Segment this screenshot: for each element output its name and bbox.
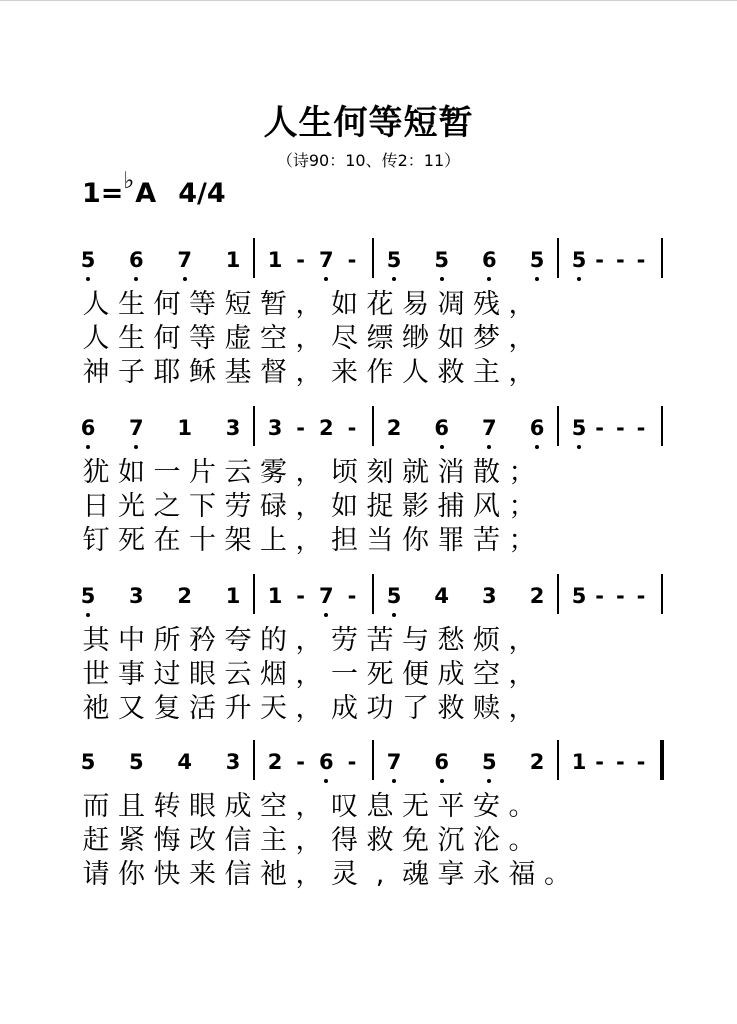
barline: [372, 238, 374, 278]
lyric-char: 沉: [437, 825, 465, 856]
lyric-line: [0, 289, 737, 321]
lyric-char: 顷: [331, 457, 358, 488]
extension-dash: -: [595, 750, 605, 774]
note: 4: [434, 584, 449, 608]
barline: [253, 574, 255, 614]
lyric-char: 捕: [437, 491, 465, 522]
lyric-char: 得: [331, 825, 358, 856]
lyric-char: ；: [508, 525, 536, 556]
key-prefix: 1=: [82, 178, 124, 209]
lyric-char: 且: [118, 791, 145, 822]
note: 3: [482, 584, 497, 608]
lower-octave-dot: [487, 779, 491, 783]
barline: [557, 574, 559, 614]
lyric-char: 犹: [82, 457, 110, 488]
lyric-char: ，: [295, 625, 323, 656]
note: 1: [177, 416, 192, 440]
lyric-char: 风: [473, 491, 500, 522]
note: 1: [267, 584, 283, 608]
lyric-char: 祂: [82, 693, 110, 724]
extension-dash: -: [595, 248, 605, 272]
lower-octave-dot: [134, 277, 138, 281]
lyric-char: ，: [508, 693, 536, 724]
lyric-char: 免: [402, 825, 429, 856]
extension-dash: -: [615, 248, 625, 272]
lyric-char: 劳: [331, 625, 358, 656]
lyric-char: ，: [508, 323, 536, 354]
lower-octave-dot: [86, 277, 90, 281]
lyric-char: 如: [331, 491, 358, 522]
lower-octave-dot: [440, 277, 444, 281]
lyric-char: 转: [153, 791, 181, 822]
lyric-char: 稣: [189, 357, 216, 388]
lower-octave-dot: [86, 613, 90, 617]
lyric-char: 改: [189, 825, 216, 856]
notation-row: [0, 238, 737, 286]
lyric-line: [0, 659, 737, 691]
lyric-char: 钉: [82, 525, 110, 556]
note: 2: [267, 750, 283, 774]
extension-dash: -: [595, 416, 605, 440]
lyric-char: 功: [366, 693, 394, 724]
lyric-char: 烦: [473, 625, 500, 656]
lyric-char: 福: [508, 859, 536, 890]
lyric-char: 如: [331, 289, 358, 320]
barline: [372, 574, 374, 614]
note: 6: [75, 414, 101, 442]
lyric-char: 矜: [189, 625, 216, 656]
lyric-char: ，: [295, 289, 323, 320]
lyric-char: 空: [260, 323, 287, 354]
lyric-char: 人: [402, 357, 429, 388]
lyric-char: 来: [189, 859, 216, 890]
lyric-char: 请: [82, 859, 110, 890]
note: 5: [75, 582, 101, 610]
note: 6: [123, 246, 149, 274]
note: 5: [524, 246, 550, 274]
lyric-char: 刻: [366, 457, 394, 488]
lyric-char: 主: [260, 825, 287, 856]
lyric-char: 暂: [260, 289, 287, 320]
lyric-char: 。: [544, 859, 571, 890]
lower-octave-dot: [577, 445, 581, 449]
extension-dash: -: [296, 750, 306, 774]
lyric-char: 何: [153, 323, 181, 354]
lyric-char: 了: [402, 693, 429, 724]
lyric-char: 息: [366, 791, 394, 822]
lyric-char: 十: [189, 525, 216, 556]
extension-dash: -: [296, 416, 306, 440]
note: 5: [75, 246, 101, 274]
extension-dash: -: [636, 750, 646, 774]
lyric-char: 赎: [473, 693, 500, 724]
lyric-char: 生: [118, 289, 145, 320]
note: 5: [476, 748, 502, 776]
lyric-char: 死: [118, 525, 145, 556]
time-signature: 4/4: [178, 178, 226, 209]
lyric-char: ，: [508, 357, 536, 388]
lyric-char: 尽: [331, 323, 358, 354]
lyric-char: 担: [331, 525, 358, 556]
lyric-char: ，: [295, 693, 323, 724]
lyric-char: 在: [153, 525, 181, 556]
barline: [372, 740, 374, 780]
barline: [557, 238, 559, 278]
notation-row: [0, 406, 737, 454]
lyric-char: 成: [331, 693, 358, 724]
lyric-char: 劳: [224, 491, 252, 522]
note: 3: [129, 584, 144, 608]
lyric-char: ,: [375, 859, 385, 890]
lower-octave-dot: [392, 277, 396, 281]
lyric-char: 主: [473, 357, 500, 388]
lower-octave-dot: [324, 779, 328, 783]
note: 6: [476, 246, 502, 274]
lower-octave-dot: [577, 277, 581, 281]
lyric-char: ，: [295, 491, 323, 522]
lyric-char: 救: [366, 825, 394, 856]
lyric-char: 救: [437, 357, 465, 388]
lyric-char: 所: [153, 625, 181, 656]
note: 2: [319, 416, 334, 440]
note: 7: [476, 414, 502, 442]
lower-octave-dot: [183, 277, 187, 281]
lyric-char: 云: [224, 457, 252, 488]
note: 1: [571, 750, 587, 774]
lyric-char: 烟: [260, 659, 287, 690]
lyric-char: 之: [153, 491, 181, 522]
lyric-char: 祂: [260, 859, 287, 890]
note: 5: [80, 750, 96, 774]
lyric-char: ；: [508, 491, 536, 522]
lyric-char: 就: [402, 457, 429, 488]
lyric-char: 如: [118, 457, 145, 488]
note: 3: [225, 750, 241, 774]
lyric-char: 人: [82, 323, 110, 354]
lyric-char: 罪: [437, 525, 465, 556]
note: 5: [381, 246, 407, 274]
note: 1: [225, 248, 241, 272]
barline: [557, 740, 559, 780]
lower-octave-dot: [134, 445, 138, 449]
barline: [253, 406, 255, 446]
lyric-char: 缈: [402, 323, 429, 354]
lower-octave-dot: [392, 613, 396, 617]
extension-dash: -: [595, 584, 605, 608]
lyric-char: 信: [224, 825, 252, 856]
extension-dash: -: [296, 584, 306, 608]
lyric-char: 过: [153, 659, 181, 690]
lower-octave-dot: [535, 445, 539, 449]
lyric-char: 与: [402, 625, 429, 656]
lyric-char: 你: [402, 525, 429, 556]
lyric-char: 人: [82, 289, 110, 320]
lower-octave-dot: [440, 445, 444, 449]
barline: [661, 406, 663, 446]
barline: [557, 406, 559, 446]
lyric-line: [0, 491, 737, 523]
lyric-char: 又: [118, 693, 145, 724]
lyric-char: 魂: [402, 859, 429, 890]
lyric-char: 夸: [224, 625, 252, 656]
note: 6: [429, 414, 455, 442]
note: 5: [129, 750, 144, 774]
lyric-char: 紧: [118, 825, 145, 856]
lower-octave-dot: [440, 779, 444, 783]
note: 7: [313, 246, 339, 274]
lyric-char: 你: [118, 859, 145, 890]
barline: [372, 406, 374, 446]
lyric-char: ，: [295, 525, 323, 556]
lyric-char: 缥: [366, 323, 394, 354]
lyric-char: 而: [82, 791, 110, 822]
lyric-char: 的: [260, 625, 287, 656]
lyric-char: 雾: [260, 457, 287, 488]
lyric-char: 残: [473, 289, 500, 320]
lyric-char: 复: [153, 693, 181, 724]
note: 3: [225, 416, 241, 440]
lower-octave-dot: [535, 277, 539, 281]
notation-row: [0, 574, 737, 622]
extension-dash: -: [615, 416, 625, 440]
note: 5: [571, 584, 587, 608]
lyric-char: 救: [437, 693, 465, 724]
lyric-char: 便: [402, 659, 429, 690]
lyric-char: 云: [224, 659, 252, 690]
flat-sign: ♭: [123, 168, 135, 194]
lyric-char: 散: [473, 457, 500, 488]
lyric-char: ，: [295, 323, 323, 354]
lyric-char: ，: [508, 625, 536, 656]
lyric-char: 何: [153, 289, 181, 320]
lyric-line: [0, 625, 737, 657]
note: 5: [566, 246, 592, 274]
extension-dash: -: [615, 750, 625, 774]
lyric-char: 架: [224, 525, 252, 556]
lyric-line: [0, 457, 737, 489]
extension-dash: -: [615, 584, 625, 608]
lyric-char: 空: [260, 791, 287, 822]
lyric-char: 赶: [82, 825, 110, 856]
lyric-char: 上: [260, 525, 287, 556]
extension-dash: -: [347, 416, 357, 440]
note: 5: [381, 582, 407, 610]
notation-row: [0, 740, 737, 788]
lyric-line: [0, 791, 737, 823]
lyric-char: ，: [508, 289, 536, 320]
top-rule: [0, 0, 737, 1]
lower-octave-dot: [487, 445, 491, 449]
lyric-char: 事: [118, 659, 145, 690]
lyric-char: ，: [295, 457, 323, 488]
note: 7: [123, 414, 149, 442]
lyric-char: 基: [224, 357, 252, 388]
lyric-char: 日: [82, 491, 110, 522]
lyric-char: 捉: [366, 491, 394, 522]
lyric-char: 永: [473, 859, 500, 890]
note: 7: [172, 246, 198, 274]
lyric-char: 虚: [224, 323, 252, 354]
lyric-char: 成: [437, 659, 465, 690]
lyric-char: 等: [189, 323, 216, 354]
lyric-char: 一: [331, 659, 358, 690]
lyric-line: [0, 825, 737, 857]
lyric-char: 碌: [260, 491, 287, 522]
lyric-line: [0, 323, 737, 355]
lyric-char: 苦: [473, 525, 500, 556]
extension-dash: -: [347, 248, 357, 272]
lyric-char: 神: [82, 357, 110, 388]
extension-dash: -: [347, 750, 357, 774]
lower-octave-dot: [392, 779, 396, 783]
extension-dash: -: [636, 248, 646, 272]
lyric-char: 影: [402, 491, 429, 522]
note: 4: [177, 750, 192, 774]
lyric-char: ，: [295, 791, 323, 822]
lyric-char: 快: [153, 859, 181, 890]
lyric-char: 世: [82, 659, 110, 690]
lyric-char: ；: [508, 457, 536, 488]
lyric-char: 。: [508, 825, 536, 856]
lower-octave-dot: [324, 277, 328, 281]
barline: [661, 238, 663, 278]
lyric-char: 活: [189, 693, 216, 724]
lyric-char: 耶: [153, 357, 181, 388]
lyric-char: 督: [260, 357, 287, 388]
lyric-char: 等: [189, 289, 216, 320]
lyric-line: [0, 859, 737, 891]
lyric-char: 愁: [437, 625, 465, 656]
note: 2: [529, 750, 545, 774]
lyric-char: 作: [366, 357, 394, 388]
lyric-char: ，: [295, 357, 323, 388]
note: 2: [177, 584, 192, 608]
note: 2: [386, 416, 402, 440]
lyric-char: 一: [153, 457, 181, 488]
lower-octave-dot: [324, 613, 328, 617]
lyric-char: 平: [437, 791, 465, 822]
note: 6: [429, 748, 455, 776]
note: 6: [313, 748, 339, 776]
lyric-char: 来: [331, 357, 358, 388]
lyric-char: 信: [224, 859, 252, 890]
lyric-line: [0, 693, 737, 725]
final-barline: [660, 740, 664, 780]
barline: [661, 574, 663, 614]
lyric-char: 生: [118, 323, 145, 354]
lyric-char: 沦: [473, 825, 500, 856]
key-note: A: [135, 178, 157, 209]
lyric-line: [0, 357, 737, 389]
lyric-char: 灵: [331, 859, 358, 890]
note: 5: [429, 246, 455, 274]
note: 5: [566, 414, 592, 442]
hymn-title: 人生何等短暂: [263, 103, 474, 143]
lower-octave-dot: [487, 277, 491, 281]
key-signature: [82, 168, 226, 209]
lyric-char: 当: [366, 525, 394, 556]
extension-dash: -: [636, 416, 646, 440]
lyric-char: ，: [295, 825, 323, 856]
scripture-reference: （诗90：10、传2：11）: [276, 151, 461, 170]
lyric-char: ，: [295, 659, 323, 690]
lyric-line: [0, 525, 737, 557]
barline: [253, 238, 255, 278]
lyric-char: ，: [508, 659, 536, 690]
note: 3: [267, 416, 283, 440]
lyric-char: 片: [189, 457, 216, 488]
barline: [253, 740, 255, 780]
lyric-char: 。: [508, 791, 536, 822]
note: 7: [381, 748, 407, 776]
extension-dash: -: [636, 584, 646, 608]
note: 6: [524, 414, 550, 442]
extension-dash: -: [347, 584, 357, 608]
lyric-char: 无: [402, 791, 429, 822]
extension-dash: -: [296, 248, 306, 272]
lyric-char: 下: [189, 491, 216, 522]
lyric-char: 光: [118, 491, 145, 522]
lyric-char: 子: [118, 357, 145, 388]
lyric-char: 梦: [473, 323, 500, 354]
note: 1: [267, 248, 283, 272]
lyric-char: 死: [366, 659, 394, 690]
lyric-char: 悔: [153, 825, 181, 856]
lyric-char: 其: [82, 625, 110, 656]
lyric-char: 空: [473, 659, 500, 690]
lyric-char: 安: [473, 791, 500, 822]
lyric-char: 凋: [437, 289, 465, 320]
lyric-char: 眼: [189, 791, 216, 822]
note: 1: [225, 584, 241, 608]
note: 2: [529, 584, 545, 608]
lyric-char: 成: [224, 791, 252, 822]
lyric-char: 如: [437, 323, 465, 354]
lyric-char: 享: [437, 859, 465, 890]
lyric-char: 消: [437, 457, 465, 488]
lyric-char: ，: [295, 859, 323, 890]
lyric-char: 中: [118, 625, 145, 656]
lower-octave-dot: [86, 445, 90, 449]
lyric-char: 眼: [189, 659, 216, 690]
lyric-char: 短: [224, 289, 252, 320]
lyric-char: 易: [402, 289, 429, 320]
lyric-char: 花: [366, 289, 394, 320]
lyric-char: 天: [260, 693, 287, 724]
lyric-char: 升: [224, 693, 252, 724]
lyric-char: 叹: [331, 791, 358, 822]
note: 7: [313, 582, 339, 610]
lyric-char: 苦: [366, 625, 394, 656]
